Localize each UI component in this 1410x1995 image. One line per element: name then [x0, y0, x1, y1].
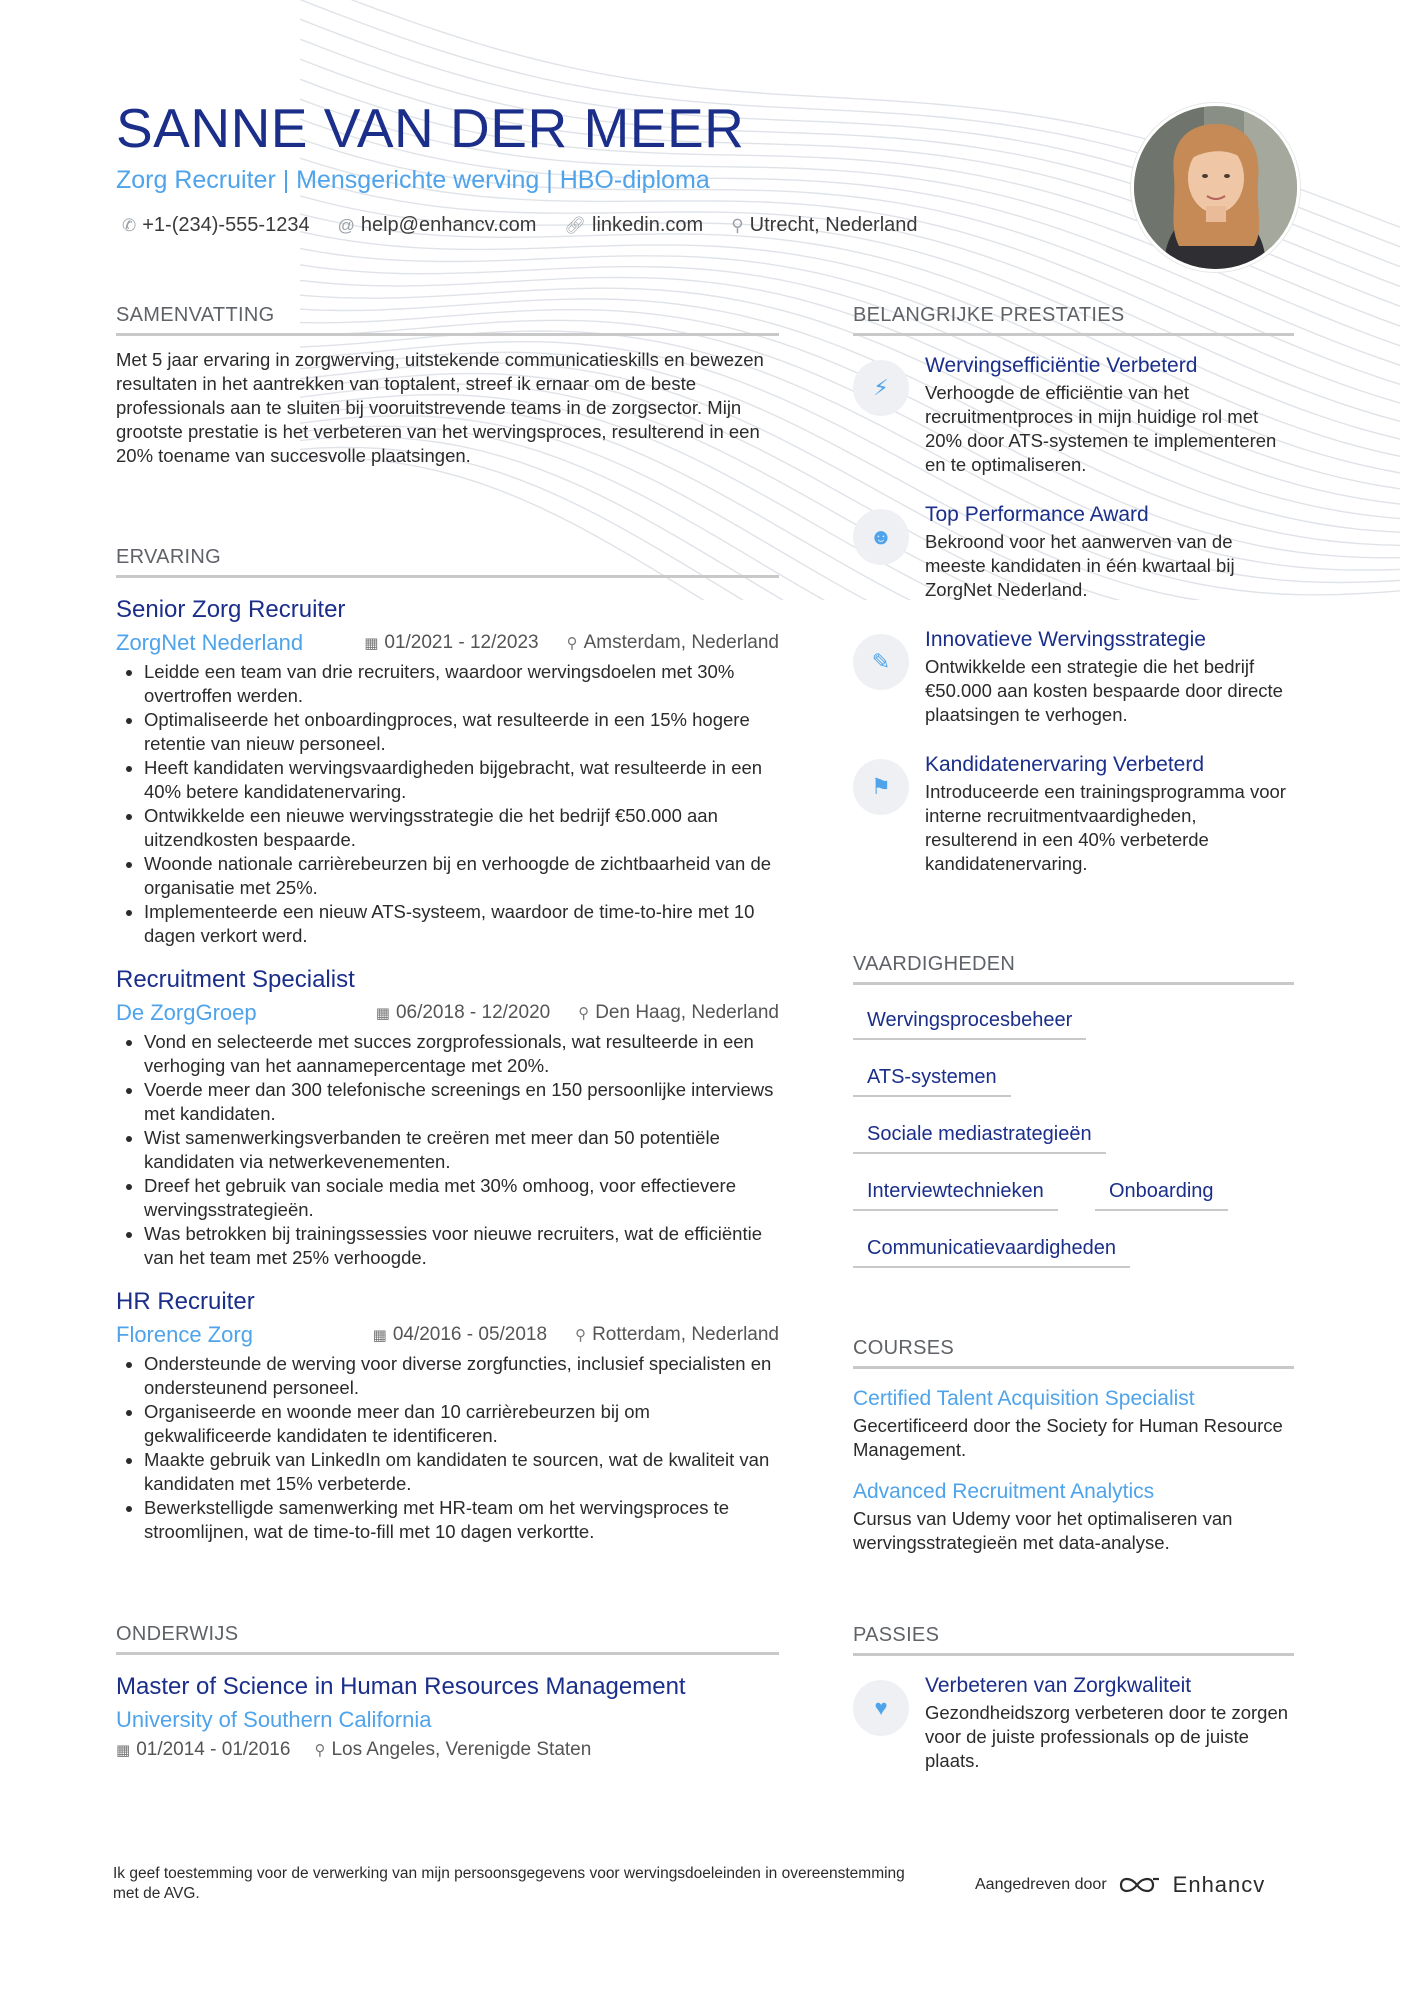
- courses-section: [853, 1337, 1294, 1555]
- job-bullets: [116, 660, 779, 948]
- candidate-name: SANNE VAN DER MEER: [116, 97, 745, 159]
- education-dates-text: 01/2014 - 01/2016: [136, 1739, 291, 1760]
- contact-location: [731, 214, 917, 237]
- course-item: [853, 1387, 1294, 1462]
- education-location-text: Los Angeles, Verenigde Staten: [331, 1739, 592, 1760]
- contact-linkedin[interactable]: [564, 214, 703, 237]
- job-company: ZorgNet Nederland: [116, 630, 304, 655]
- bullet: • Vond en selecteerde met succes zorgprofessionals, wat resulteerde in een verhoging van het aannamepercentage met 20%.: [144, 1030, 779, 1078]
- achievement-item: [853, 354, 1294, 477]
- job-dates-text: 01/2021 - 12/2023: [384, 632, 539, 653]
- job-location: [575, 1324, 779, 1346]
- school-name: University of Southern California: [116, 1707, 432, 1732]
- contact-email[interactable]: [338, 214, 537, 237]
- calendar-icon: ▦: [116, 1742, 131, 1759]
- powered-by[interactable]: [975, 1872, 1265, 1898]
- job-dates-text: 06/2018 - 12/2020: [395, 1002, 551, 1023]
- job-title: Senior Zorg Recruiter: [116, 596, 346, 623]
- job-location-text: Rotterdam, Nederland: [592, 1324, 779, 1345]
- job-dates: [364, 632, 538, 654]
- experience-heading: ERVARING: [116, 546, 779, 578]
- skill-tag: Sociale mediastrategieën: [853, 1123, 1106, 1154]
- job-company: De ZorgGroep: [116, 1000, 257, 1025]
- achievement-desc: Bekroond voor het aanwerven van de meeste kandidaten in één kwartaal bij ZorgNet Nederland.: [925, 531, 1235, 600]
- passions-section: [853, 1624, 1294, 1773]
- location-text: Utrecht, Nederland: [749, 214, 918, 236]
- linkedin-text: linkedin.com: [592, 214, 704, 236]
- achievement-item: [853, 628, 1294, 727]
- skill-tag: Wervingsprocesbeheer: [853, 1009, 1086, 1040]
- job-location-text: Amsterdam, Nederland: [583, 632, 779, 653]
- flag-icon: ⚑: [853, 759, 909, 815]
- bullet: • Ondersteunde de werving voor diverse zorgfuncties, inclusief specialisten en ondersteunend personeel.: [144, 1352, 779, 1400]
- job-location-text: Den Haag, Nederland: [595, 1002, 779, 1023]
- job-dates: [373, 1324, 547, 1346]
- job-meta: [116, 1322, 779, 1348]
- bullet: • Voerde meer dan 300 telefonische screenings en 150 persoonlijke interviews met kandidaten.: [144, 1078, 779, 1126]
- job-company: Florence Zorg: [116, 1322, 253, 1347]
- brand-name: Enhancv: [1172, 1872, 1266, 1897]
- head-icon: ☻: [853, 509, 909, 565]
- phone-icon: ✆: [122, 215, 137, 235]
- lightning-icon: ⚡︎: [853, 360, 909, 416]
- achievement-title: Kandidatenervaring Verbeterd: [925, 753, 1205, 776]
- skill-tag: ATS-systemen: [853, 1066, 1011, 1097]
- education-meta: [116, 1739, 779, 1761]
- bullet: • Ontwikkelde een nieuwe wervingsstrategie die het bedrijf €50.000 aan uitzendkosten bespaarde.: [144, 804, 779, 852]
- location-icon: ⚲: [566, 635, 578, 652]
- course-desc: Gecertificeerd door the Society for Human Resource Management.: [853, 1415, 1283, 1460]
- magic-wand-icon: ✎: [853, 634, 909, 690]
- profile-photo: [1131, 103, 1300, 272]
- course-title: Certified Talent Acquisition Specialist: [853, 1387, 1195, 1410]
- course-item: [853, 1480, 1294, 1555]
- bullet: • Was betrokken bij trainingssessies voor nieuwe recruiters, wat de efficiëntie van het team met 25% verhoogde.: [144, 1222, 779, 1270]
- heart-icon: ♥: [853, 1680, 909, 1736]
- skill-tag: Interviewtechnieken: [853, 1180, 1058, 1211]
- contact-phone[interactable]: [122, 214, 310, 237]
- achievement-item: [853, 503, 1294, 602]
- bullet: • Optimaliseerde het onboardingproces, wat resulteerde in een 15% hogere retentie van nieuw personeel.: [144, 708, 779, 756]
- passions-heading: PASSIES: [853, 1624, 1294, 1656]
- contact-bar: [122, 214, 918, 237]
- course-desc: Cursus van Udemy voor het optimaliseren van wervingsstrategieën met data-analyse.: [853, 1508, 1233, 1553]
- location-icon: ⚲: [314, 1742, 326, 1759]
- bullet: • Implementeerde een nieuw ATS-systeem, waardoor de time-to-hire met 10 dagen verkort werd.: [144, 900, 779, 948]
- achievements-heading: BELANGRIJKE PRESTATIES: [853, 304, 1294, 336]
- job-location: [578, 1002, 779, 1024]
- job-entry: [116, 596, 779, 948]
- calendar-icon: ▦: [372, 1327, 387, 1344]
- bullet: • Woonde nationale carrièrebeurzen bij en verhoogde de zichtbaarheid van de organisatie met 25%.: [144, 852, 779, 900]
- skills-section: [853, 953, 1294, 1283]
- job-meta: [116, 1000, 779, 1026]
- degree-title: Master of Science in Human Resources Management: [116, 1673, 686, 1700]
- consent-text: Ik geef toestemming voor de verwerking van mijn persoonsgegevens voor wervingsdoeleinden in overeenstemming met de AVG.: [113, 1865, 905, 1902]
- location-icon: ⚲: [575, 1327, 587, 1344]
- job-dates: [376, 1002, 550, 1024]
- job-entry: [116, 966, 779, 1270]
- achievement-desc: Verhoogde de efficiëntie van het recruitmentproces in mijn huidige rol met 20% door ATS-systemen te implementeren en te optimaliseren.: [925, 382, 1277, 475]
- location-icon: ⚲: [578, 1005, 590, 1022]
- location-icon: ⚲: [731, 215, 744, 235]
- bullet: • Bewerkstelligde samenwerking met HR-team om het wervingsproces te stroomlijnen, wat de time-to-fill met 10 dagen verkortte.: [144, 1496, 779, 1544]
- passion-title: Verbeteren van Zorgkwaliteit: [925, 1674, 1192, 1697]
- achievement-desc: Ontwikkelde een strategie die het bedrijf €50.000 aan kosten bespaarde door directe plaatsingen te verhogen.: [925, 656, 1283, 725]
- email-text: help@enhancv.com: [360, 214, 537, 236]
- achievement-item: [853, 753, 1294, 876]
- job-dates-text: 04/2016 - 05/2018: [392, 1324, 548, 1345]
- bullet: • Maakte gebruik van LinkedIn om kandidaten te sourcen, wat de kwaliteit van kandidaten met 15% verbeterde.: [144, 1448, 779, 1496]
- skill-tag: Communicatievaardigheden: [853, 1237, 1130, 1268]
- passion-desc: Gezondheidszorg verbeteren door te zorgen voor de juiste professionals op de juiste plaats.: [925, 1702, 1289, 1771]
- link-icon: 🔗︎: [564, 215, 587, 235]
- at-icon: @: [337, 215, 355, 235]
- summary-heading: SAMENVATTING: [116, 304, 779, 336]
- job-title: HR Recruiter: [116, 1288, 255, 1315]
- summary-text: Met 5 jaar ervaring in zorgwerving, uitstekende communicatieskills en bewezen resultaten in het aantrekken van toptalent, streef ik ernaar om de beste professionals aan te sluiten bij vooruitstrevende teams in de zorgsector. Mijn grootste prestatie is het verbeteren van het wervingsproces, resulterend in een 20% toename van succesvolle plaatsingen.: [116, 349, 764, 466]
- enhancv-logo-icon: [1117, 1873, 1163, 1897]
- job-entry: [116, 1288, 779, 1544]
- bullet: • Organiseerde en woonde meer dan 10 carrièrebeurzen bij om gekwalificeerde kandidaten te identificeren.: [144, 1400, 779, 1448]
- achievements-section: [853, 304, 1294, 876]
- achievement-title: Top Performance Award: [925, 503, 1149, 526]
- bullet: • Dreef het gebruik van sociale media met 30% omhoog, voor effectievere wervingsstrategieën.: [144, 1174, 779, 1222]
- job-title: Recruitment Specialist: [116, 966, 355, 993]
- achievement-title: Innovatieve Wervingsstrategie: [925, 628, 1206, 651]
- job-location: [567, 632, 779, 654]
- bullet: • Leidde een team van drie recruiters, waardoor wervingsdoelen met 30% overtroffen werden.: [144, 660, 779, 708]
- summary-section: [116, 304, 779, 468]
- education-dates: [116, 1739, 290, 1761]
- job-bullets: [116, 1030, 779, 1270]
- bullet: • Heeft kandidaten wervingsvaardigheden bijgebracht, wat resulteerde in een 40% betere kandidatenervaring.: [144, 756, 779, 804]
- achievement-desc: Introduceerde een trainingsprogramma voor interne recruitmentvaardigheden, resulterend in een 40% verbeterde kandidatenervaring.: [925, 781, 1286, 874]
- skill-tag: Onboarding: [1095, 1180, 1228, 1211]
- calendar-icon: ▦: [375, 1005, 390, 1022]
- education-section: [116, 1623, 779, 1761]
- course-title: Advanced Recruitment Analytics: [853, 1480, 1155, 1503]
- job-bullets: [116, 1352, 779, 1544]
- bullet: • Wist samenwerkingsverbanden te creëren met meer dan 50 potentiële kandidaten via netwerkevenementen.: [144, 1126, 779, 1174]
- skills-heading: VAARDIGHEDEN: [853, 953, 1294, 985]
- powered-by-text: Aangedreven door: [975, 1876, 1107, 1893]
- job-meta: [116, 630, 779, 656]
- education-heading: ONDERWIJS: [116, 1623, 779, 1655]
- courses-heading: COURSES: [853, 1337, 1294, 1369]
- passion-item: [853, 1674, 1294, 1773]
- education-location: [314, 1739, 591, 1761]
- experience-section: [116, 546, 779, 1544]
- phone-text: +1-(234)-555-1234: [142, 214, 310, 236]
- candidate-headline: Zorg Recruiter | Mensgerichte werving | HBO-diploma: [116, 166, 710, 194]
- calendar-icon: ▦: [364, 635, 379, 652]
- achievement-title: Wervingsefficiëntie Verbeterd: [925, 354, 1198, 377]
